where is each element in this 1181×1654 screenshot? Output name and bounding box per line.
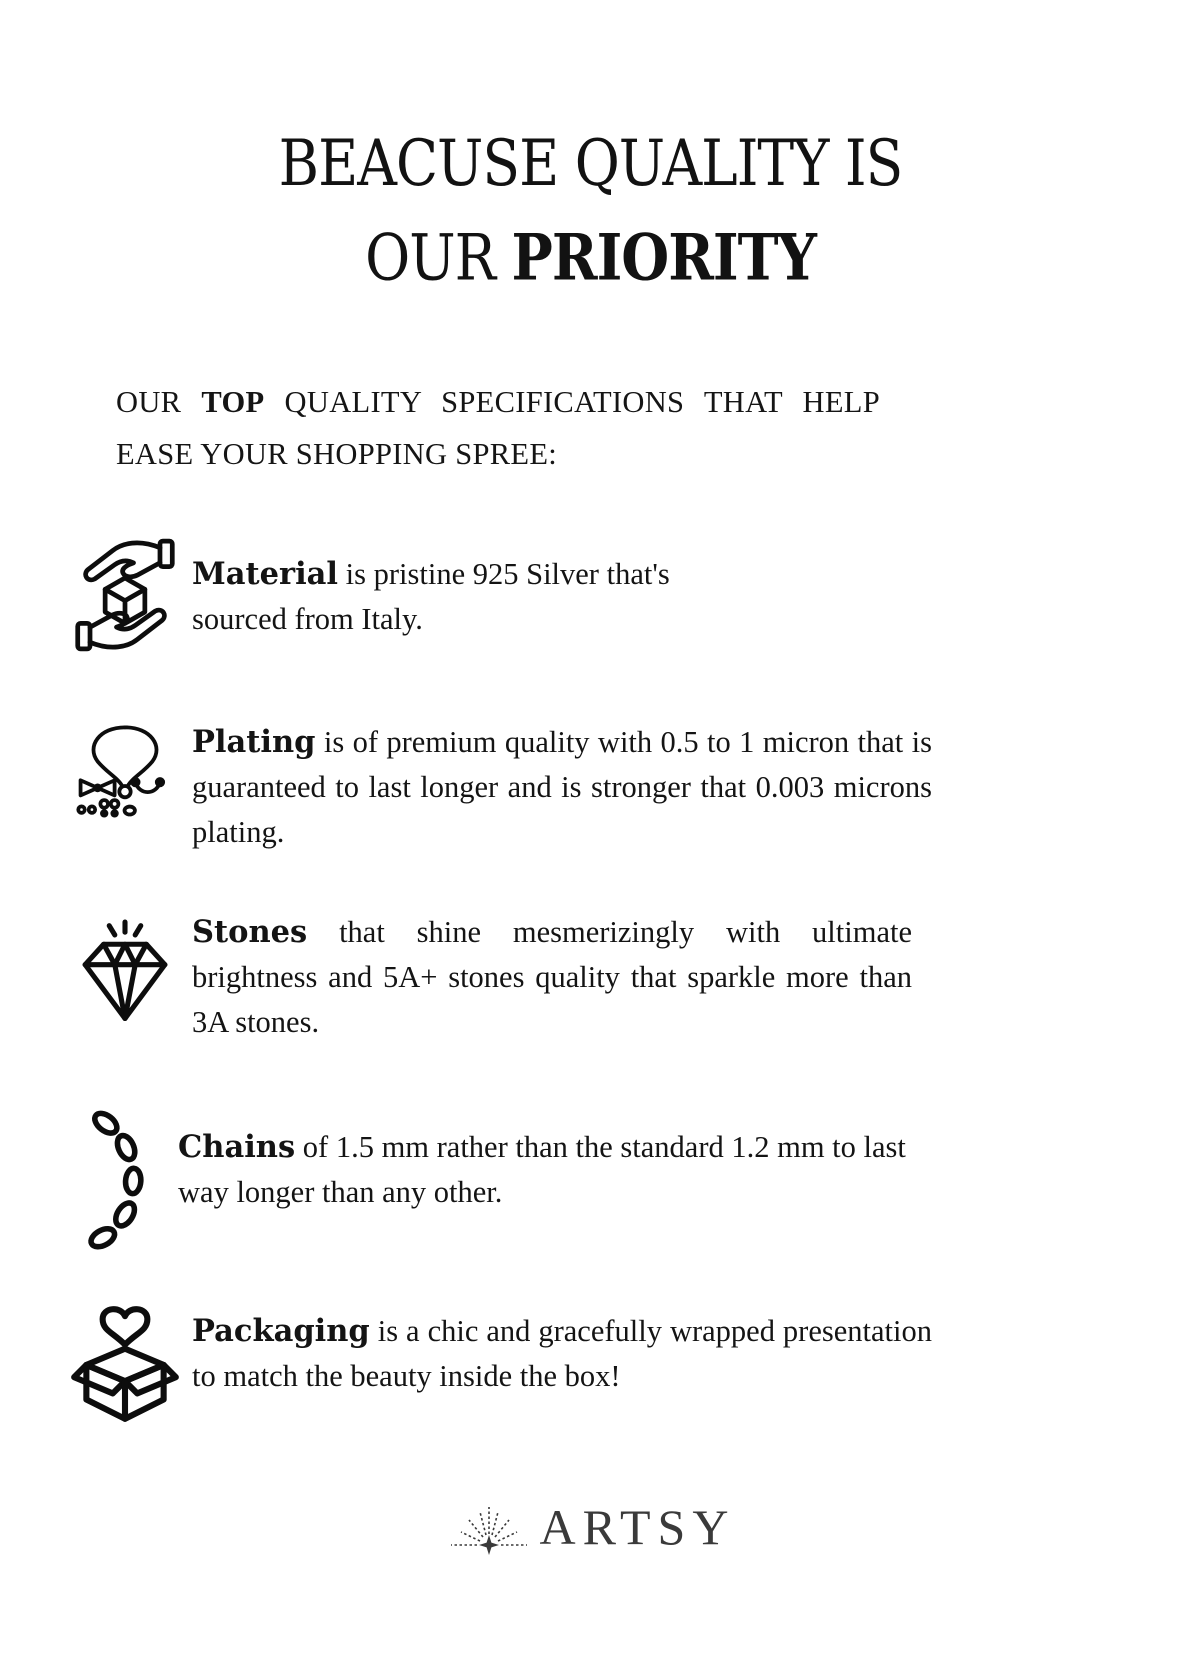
diamond-icon — [74, 910, 176, 1036]
feature-material — [58, 532, 1181, 658]
feature-plating-body: is of premium quality with 0.5 to 1 micron that is guaranteed to last longer and is stronger that 0.003 microns plating. — [192, 725, 932, 849]
feature-chains-icon-box — [58, 1107, 178, 1257]
intro-part-1: OUR — [116, 385, 202, 419]
title-line-2 — [0, 210, 1181, 304]
feature-material-text — [192, 532, 737, 642]
feature-packaging-lead: Packaging — [192, 1313, 370, 1349]
feature-stones — [58, 910, 1181, 1045]
feature-plating — [58, 716, 1181, 855]
feature-chains-text — [178, 1107, 930, 1215]
page-title-text — [0, 116, 1181, 305]
title-line-2-regular: OUR — [365, 220, 512, 295]
sunburst-icon — [446, 1495, 532, 1559]
chain-icon — [86, 1107, 150, 1257]
feature-packaging-text — [192, 1299, 932, 1399]
feature-packaging-icon-box — [58, 1299, 192, 1439]
feature-stones-body: that shine mesmerizingly with ultimate brightness and 5A+ stones quality that sparkle more than 3A stones. — [192, 915, 912, 1039]
feature-packaging-body: is a chic and gracefully wrapped presentation to match the beauty inside the box! — [192, 1314, 932, 1393]
feature-packaging — [58, 1299, 1181, 1439]
feature-chains-body: of 1.5 mm rather than the standard 1.2 mm to last way longer than any other. — [178, 1130, 906, 1209]
feature-plating-text — [192, 716, 932, 855]
intro-paragraph — [116, 376, 880, 480]
intro-bold-word: TOP — [201, 385, 265, 419]
feature-material-lead: Material — [192, 556, 339, 592]
gift-box-heart-icon — [64, 1299, 186, 1439]
feature-stones-lead: Stones — [192, 914, 308, 950]
feature-plating-icon-box — [58, 716, 192, 820]
title-line-1: BEACUSE QUALITY IS — [278, 126, 903, 200]
feature-plating-lead: Plating — [192, 724, 316, 760]
brand-name: ARTSY — [539, 1499, 736, 1555]
feature-chains — [58, 1107, 1181, 1257]
title-line-2-bold: PRIORITY — [511, 219, 816, 295]
hands-box-icon — [73, 532, 177, 658]
intro-part-2: QUALITY SPECIFICATIONS THAT HELP EASE YOUR SHOPPING SPREE: — [116, 385, 880, 471]
feature-material-body: is pristine 925 Silver that's sourced from Italy. — [192, 557, 670, 636]
feature-stones-icon-box — [58, 910, 192, 1036]
page-title — [0, 0, 1181, 295]
feature-chains-lead: Chains — [178, 1129, 296, 1165]
jewelry-set-icon — [72, 716, 178, 820]
feature-stones-text — [192, 910, 912, 1045]
brand-logo — [0, 1495, 1181, 1559]
feature-material-icon-box — [58, 532, 192, 658]
